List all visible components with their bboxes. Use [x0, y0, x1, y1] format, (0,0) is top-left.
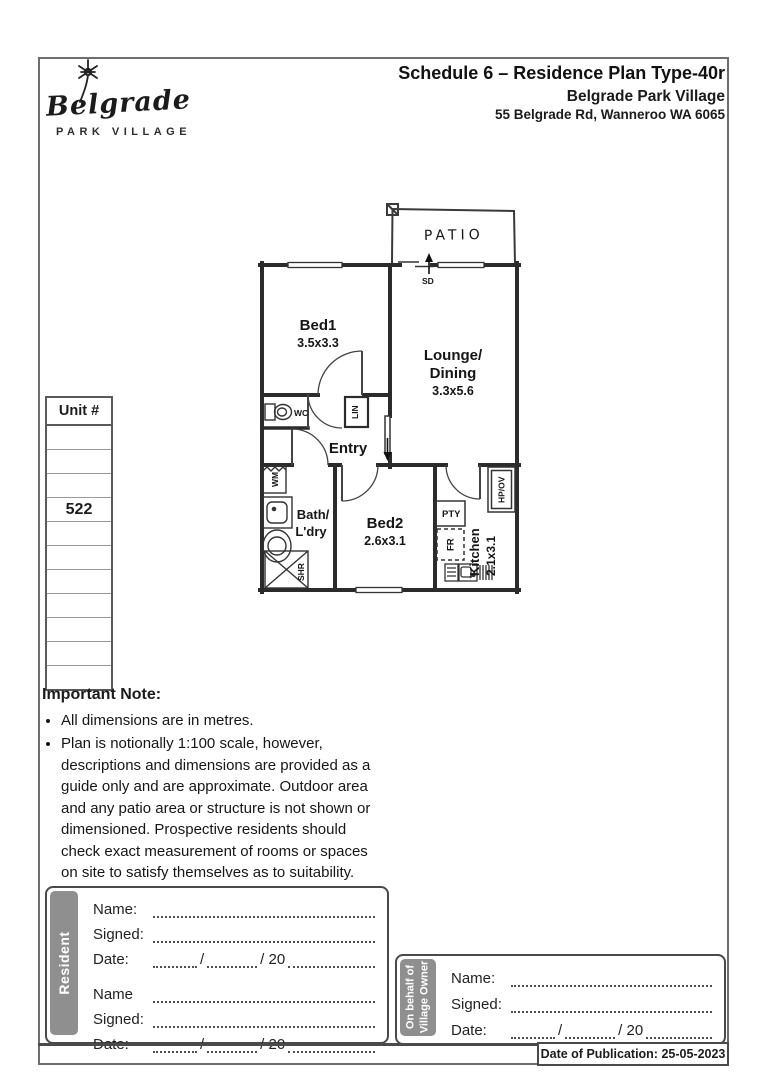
room-lounge-label1: Lounge/: [423, 347, 483, 364]
name-signature-line: [153, 988, 375, 1003]
unit-table-row: [47, 522, 111, 546]
resident-signature-box: [45, 886, 389, 1053]
resident-side-label: Resident: [56, 931, 72, 995]
date-field-row: [93, 1031, 375, 1053]
date-label: Date:: [93, 1036, 129, 1053]
unit-table-row: [47, 594, 111, 618]
date-year-prefix: / 20: [260, 951, 286, 968]
signed-field-row: [93, 921, 375, 943]
publication-date: Date of Publication: 25-05-2023: [537, 1042, 729, 1066]
unit-table-row: [47, 618, 111, 642]
floor-plan: [252, 198, 522, 598]
signed-label: Signed:: [93, 926, 144, 943]
page-title: Schedule 6 – Residence Plan Type-40r: [398, 63, 725, 83]
room-bed1-dims: 3.5x3.3: [297, 336, 339, 350]
date-year-prefix: / 20: [260, 1036, 286, 1053]
date-line: [153, 953, 197, 968]
date-slash: /: [200, 1036, 205, 1053]
name-label: Name: [93, 986, 134, 1003]
logo-tagline: PARK VILLAGE: [56, 126, 192, 138]
name-signature-line: [511, 972, 712, 987]
date-slash: /: [200, 951, 205, 968]
owner-fields: [451, 963, 712, 1041]
date-field-row: [451, 1015, 712, 1039]
shr-label: SHR: [296, 563, 306, 581]
room-bath-label2: L'dry: [295, 524, 327, 539]
wm-label: WM: [270, 471, 280, 487]
room-kitchen-dims: 2.1x3.1: [484, 535, 498, 576]
name-label: Name:: [451, 970, 496, 987]
laundry-tub-icon: [263, 530, 291, 562]
signed-label: Signed:: [451, 996, 502, 1013]
date-line: [207, 953, 257, 968]
note-list: [42, 710, 376, 884]
name-field-row: [451, 963, 712, 987]
unit-table-row: [47, 546, 111, 570]
vanity-sink-icon: [263, 497, 292, 528]
important-note: [42, 686, 376, 886]
room-lounge-dims: 3.3x5.6: [432, 384, 474, 398]
note-heading: Important Note:: [42, 686, 162, 703]
header-address: 55 Belgrade Rd, Wanneroo WA 6065: [494, 106, 725, 122]
unit-table-row: [47, 450, 111, 474]
signed-signature-line: [511, 998, 712, 1013]
room-bed2-label: Bed2: [366, 515, 404, 532]
name-field-row: [93, 981, 375, 1003]
unit-table-row: [47, 642, 111, 666]
patio-label: PATIO: [423, 226, 484, 244]
name-label: Name:: [93, 901, 138, 918]
unit-table-row: [47, 474, 111, 498]
resident-fields: [93, 896, 375, 1056]
wc-label: WC: [294, 408, 309, 418]
note-bullet-1: • All dimensions are in metres.: [61, 710, 376, 731]
unit-number-cell: 522: [47, 498, 111, 522]
date-line: [511, 1024, 555, 1039]
unit-table: [45, 396, 113, 691]
date-line: [646, 1024, 712, 1039]
owner-signature-box: [395, 954, 726, 1045]
name-field-row: [93, 896, 375, 918]
signed-label: Signed:: [93, 1011, 144, 1028]
room-bath-label1: Bath/: [296, 507, 330, 522]
date-year-prefix: / 20: [618, 1022, 644, 1039]
date-field-row: [93, 946, 375, 968]
unit-table-row: [47, 426, 111, 450]
header-block: [398, 62, 725, 124]
date-label: Date:: [451, 1022, 487, 1039]
owner-side-label-line1: On behalf of: [404, 964, 417, 1030]
date-label: Date:: [93, 951, 129, 968]
room-entry-label: Entry: [328, 440, 368, 457]
sd-label: SD: [422, 276, 434, 286]
room-bed1-label: Bed1: [299, 317, 337, 334]
hpov-label: HP/OV: [496, 476, 507, 503]
signed-signature-line: [153, 1013, 375, 1028]
lin-label: LIN: [350, 405, 360, 419]
owner-side-label-line2: Village Owner: [419, 960, 431, 1034]
signed-field-row: [93, 1006, 375, 1028]
room-lounge-label2: Dining: [429, 365, 477, 382]
date-line: [565, 1024, 615, 1039]
date-slash: /: [558, 1022, 563, 1039]
owner-side-label: [404, 961, 433, 1034]
bottom-rule: [38, 1043, 538, 1046]
signed-field-row: [451, 989, 712, 1013]
room-kitchen-label: Kitchen: [467, 528, 482, 576]
note-bullet-2: • Plan is notionally 1:100 scale, however, descriptions and dimensions are provided as a guide only and are approximate. Outdoor area and any patio area or structure is not shown or dimensioned. Prospective residents should check exact measurement of rooms or spaces on site to satisfy themselves as to suitability.: [61, 733, 376, 883]
header-org: Belgrade Park Village: [566, 87, 725, 105]
signed-signature-line: [153, 928, 375, 943]
toilet-icon: [265, 404, 292, 420]
logo-wordmark: Belgrade: [45, 84, 192, 123]
name-signature-line: [153, 903, 375, 918]
unit-table-header: Unit #: [47, 398, 111, 426]
unit-table-row: [47, 570, 111, 594]
date-line: [288, 953, 375, 968]
pty-label: PTY: [442, 509, 461, 520]
room-bed2-dims: 2.6x3.1: [364, 534, 406, 548]
fr-label: FR: [445, 538, 457, 551]
